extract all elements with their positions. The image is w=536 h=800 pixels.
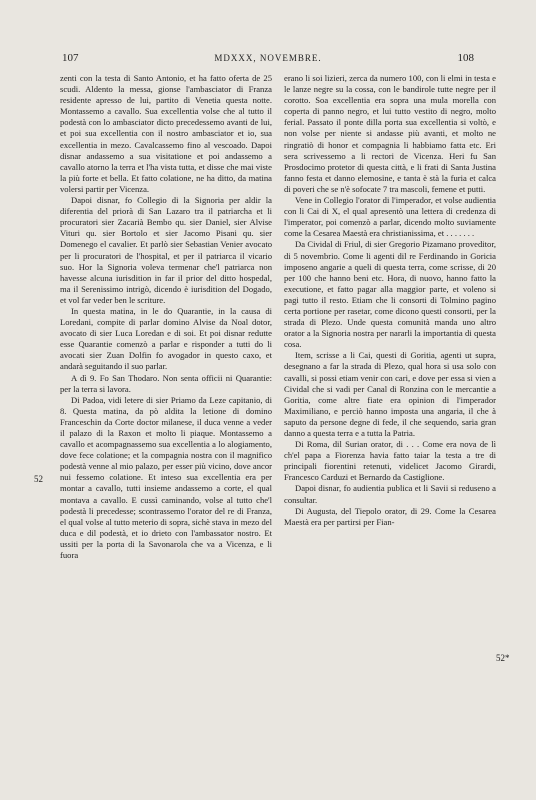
paragraph: zenti con la testa di Santo Antonio, et ha fatto oferta de 25 scudi. Aldento la messa, gionse l'ambasciator di Franza residente apresso de lui, partito di Venetia questa notte. Montassemo a cavallo. Sua excellentia volse che al tutto il podestà con lo ambasciator dicto precedessemo avanti de lui, et poi sua excellentia con il nostro ambasciator et io, sua excellentia in mezo. Cavalcassemo fino al vescoado. Dapoi disnar andassemo a sua visitatione et poi andassemo a cavallo atorno la terra et l'ha vista tutta, et disse che mai viste la più forte et bella. Et fatto colatione, ne ha ditto, da matina volersi partir per Vicenza. bbox=[60, 73, 272, 194]
paragraph: Di Padoa, vidi letere di sier Priamo da Leze capitanio, di 8. Questa matina, da pò aldita la letione di domino Franceschin da Corte doctor milanese, il duca venne a veder il palazo di la Raxon et molto li piaque. Montassemo a cavallo et acompagnassemo sua excellentia a lo alogiamento, dove fece colatione; et la compagnia nostra con il magnifico podestà venne al mio palazo, per esser più vicino, dove ancor nui fessemo colatione. Et inteso sua excellentia era per montar a cavallo, tutti insieme andassemo a corte, el qual montava a cavallo. E cussì caminando, volse al tutto che'l podestà li precedesse; scontrassemo l'orator del re di Franza, el qual volse al tutto meterio di sopra, sichè stava in mezo del duca e dil podestà, et io drieto con l'ambassator nostro. Et ussiti per la porta di la Savonarola che va a Vicenza, e li fuora bbox=[60, 394, 272, 561]
paragraph: Vene in Collegio l'orator di l'imperador, et volse audientia con li Cai di X, el qual apresentò una lettera di credenza di l'imperator, poi comenzò a parlar, dicendo molto suviamente come la Cesarea Maestà era christianissima, et . . . . . . . bbox=[284, 195, 496, 239]
paragraph: Di Augusta, del Tiepolo orator, di 29. Come la Cesarea Maestà era per partirsi per Fian- bbox=[284, 505, 496, 527]
text-column-right bbox=[284, 73, 496, 528]
paragraph: Item, scrisse a li Cai, questi di Goritia, agenti ut supra, desegnano a far la strada di Plezo, qual hora si usa solo con cavalli, si possi etiam venir con cari, e dove per essa si vien a Cividal che si vadi per Canal di Ronzina con le mercantie a Goritia, come altre fiate era opinion di l'imperador Maximiliano, e perciò hanno imposta una angaria, il che à saputo da persone degne di fede, il che sequendo, saria gran danno a questa terra e a tutta la Patria. bbox=[284, 350, 496, 438]
page-number-right: 108 bbox=[457, 52, 474, 64]
paragraph: Da Cividal di Friul, di sier Gregorio Pizamano proveditor, di 5 novembrio. Come li agenti dil re Ferdinando in Goricia imposeno angarie a queli di questa terra, come scrisse, di 20 per 100 che hanno beni etc. Hora, di nuovo, hanno fatto la executione, et fatto pagar alla maggior parte, et voleno si pagi tutto il resto. Etiam che li consorti di Tolmino pagino certa portione per rasetar, come dicono questi consorti, per la strada di Plezo. Unde questa comunità manda uno altro orator a la Signoria nostra per nararli la importantia di questa cosa. bbox=[284, 239, 496, 350]
paragraph: Dapoi disnar, fo audientia publica et li Savii si reduseno a consultar. bbox=[284, 483, 496, 505]
paragraph: Dapoi disnar, fo Collegio di la Signoria per aldir la diferentia del priorà di San Lazaro tra il patriarcha et li procuratori sier Zacarià Bembo qu. sier Daniel, sier Alvise Vituri qu. sier Bortolo et sier Jacomo Pisani qu. sier Domenego el cavalier. Et parlò sier Sebastian Venier avocato per li procuratori de l'hospital, et per il patriarca il vicario suo. Hor la Signoria voleva termenar che'l patriarca non havesse alcuna iurisdition in far il prior del ditto hospedal, ma il Serenissimo intrigò, dicendo è iurisdition del Dogado, et vol far veder ben le scriture. bbox=[60, 195, 272, 305]
paragraph: In questa matina, in le do Quarantie, in la causa di Loredani, compite di parlar domino Alvise da Noal dotor, avocato di sier Luca Loredan e di soi. Et poi disnar redutte esse Quarantie comenzò a parlar e risponder a tutti do li avocati sier Zuan Dolfin fo avogador in questo caxo, et andarà seguitando il suo parlar. bbox=[60, 305, 272, 372]
text-column-left bbox=[60, 73, 272, 561]
paragraph: A dì 9. Fo San Thodaro. Non senta officii ni Quarantie: per la terra si lavora. bbox=[60, 372, 272, 394]
page-number-left: 107 bbox=[62, 52, 79, 64]
paragraph: erano li soi lizieri, zerca da numero 100, con li elmi in testa e le lanze negre su la cossa, con le bandirole tutte negre per il corotto. Soa excellentia era sopra una mula morella con coperta di panno negro, et lui tutto vestito di negro, molto ferial. Passato il ponte dilla porta sua excellentia si voltò, e non volse per niente si andasse più avanti, et molto ne ringratiò di honor et compagnia li habbiamo fatta etc. Eri sera scrivessemo a li rectori de Vicenza. Heri fu San Prosdocimo protetor di questa città, e li frati di Santa Justina fanno festa et danno elemosine, e tanta è stà la furia et calca di poveri che se n'è sofocate 7 tra mascoli, femene et putti. bbox=[284, 73, 496, 194]
page-header bbox=[62, 52, 474, 66]
paragraph: Di Roma, dil Surian orator, di . . . Come era nova de lì ch'el papa a Fiorenza havia fatto taiar la testa a tre di principali fiorentini retenuti, videlicet Jacomo Girardi, Francesco Carduzi et Bernardo da Castiglione. bbox=[284, 439, 496, 483]
margin-number-right: 52* bbox=[496, 653, 510, 663]
margin-number-left: 52 bbox=[34, 474, 43, 484]
running-head: MDXXX, NOVEMBRE. bbox=[214, 53, 322, 63]
